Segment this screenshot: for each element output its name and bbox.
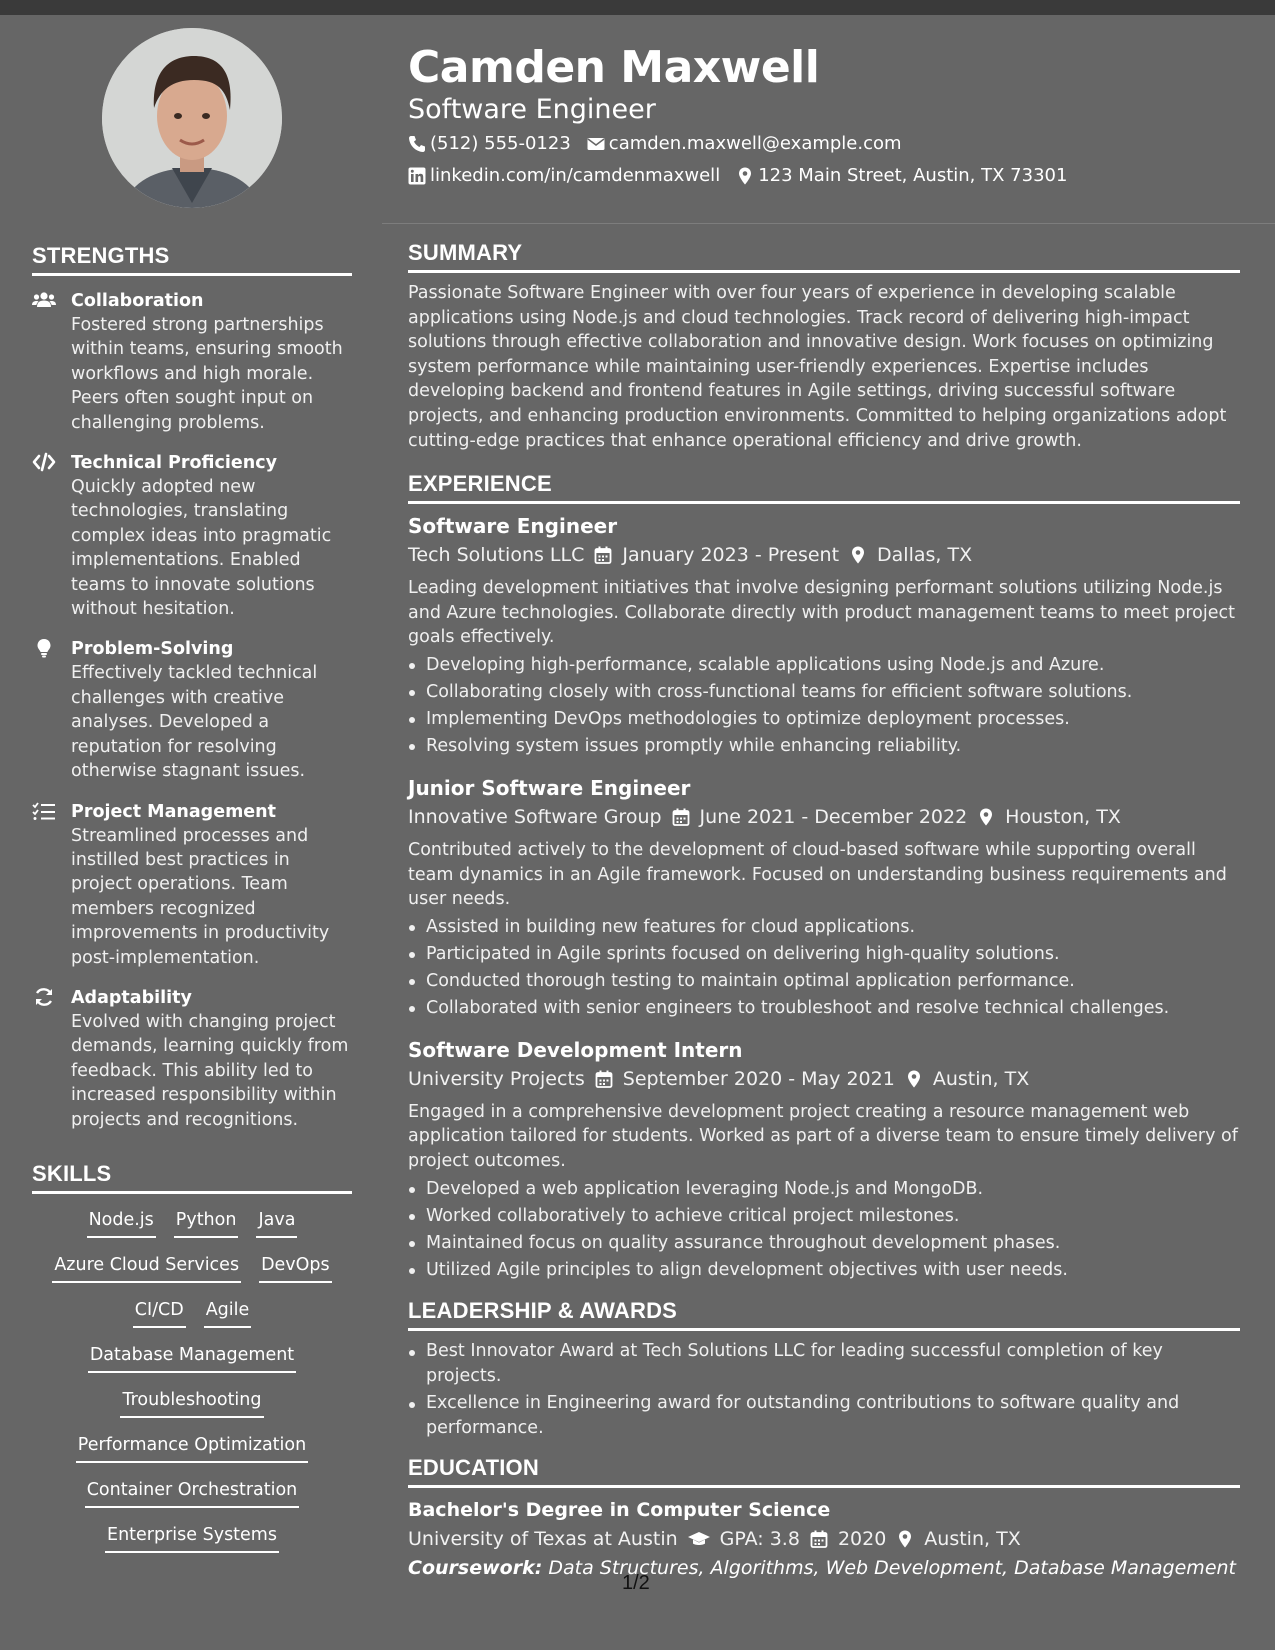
header-divider <box>382 223 1275 224</box>
education-heading: EDUCATION <box>408 1455 1240 1488</box>
job-entry <box>408 774 1240 1022</box>
strength-description: Fostered strong partnerships within teams, ensuring smooth workflows and high morale. Peers often sought input on challenging problems. <box>71 315 343 433</box>
bullet-item: Developing high-performance, scalable applications using Node.js and Azure. <box>408 652 1240 679</box>
contact-line <box>408 165 1067 186</box>
job-title: Software Engineer <box>408 514 618 539</box>
lightbulb-icon <box>32 638 56 658</box>
job-title: Software Development Intern <box>408 1037 743 1062</box>
linkedin-contact[interactable] <box>408 165 720 186</box>
strength-item <box>32 637 352 783</box>
job-company: Innovative Software Group <box>408 805 662 828</box>
top-bar <box>0 0 1275 15</box>
job-dates: June 2021 - December 2022 <box>699 805 968 828</box>
map-pin-icon <box>736 167 754 185</box>
job-entry <box>408 512 1240 760</box>
strength-title: Project Management <box>71 801 276 822</box>
strength-description: Effectively tackled technical challenges with creative analyses. Developed a reputation for resolving otherwise stagnant issues. <box>71 663 318 782</box>
strength-title: Adaptability <box>71 987 192 1008</box>
skills-row <box>32 1253 352 1298</box>
coursework-text: Data Structures, Algorithms, Web Development, Database Management <box>548 1556 1236 1579</box>
graduation-cap-icon <box>688 1530 710 1548</box>
skill-tag: Node.js <box>87 1208 156 1238</box>
school-name: University of Texas at Austin <box>408 1527 678 1550</box>
strength-item <box>32 800 352 970</box>
skill-tag: Database Management <box>88 1343 296 1373</box>
bullet-item: Developed a web application leveraging Node.js and MongoDB. <box>408 1176 1240 1203</box>
job-dates: September 2020 - May 2021 <box>622 1067 895 1090</box>
coursework-label: Coursework: <box>408 1556 543 1579</box>
strength-description: Streamlined processes and instilled best practices in project operations. Team members recognized improvements in productivity post-implementation. <box>71 825 330 968</box>
summary-section <box>408 240 1240 453</box>
job-dates: January 2023 - Present <box>622 544 840 567</box>
job-description: Engaged in a comprehensive development project creating a resource management web application tailored for students. Worked as part of a diverse team to ensure timely delivery of project outcomes. <box>408 1101 1238 1171</box>
graduation-year: 2020 <box>837 1527 887 1550</box>
strength-item <box>32 289 352 435</box>
skill-tag: Java <box>256 1208 297 1238</box>
awards-heading: LEADERSHIP & AWARDS <box>408 1298 1240 1331</box>
skills-row <box>32 1523 352 1568</box>
bullet-item: Conducted thorough testing to maintain optimal application performance. <box>408 968 1240 995</box>
strength-title: Collaboration <box>71 291 204 311</box>
linkedin-text[interactable]: linkedin.com/in/camdenmaxwell <box>430 165 721 186</box>
job-location: Houston, TX <box>1005 805 1121 828</box>
gpa: GPA: 3.8 <box>719 1527 800 1550</box>
school-location: Austin, TX <box>924 1527 1021 1550</box>
job-title: Junior Software Engineer <box>408 775 691 800</box>
calendar-icon <box>672 808 690 826</box>
skills-row <box>32 1298 352 1343</box>
map-pin-icon <box>849 546 867 564</box>
skill-tag: Container Orchestration <box>85 1478 300 1508</box>
job-description: Contributed actively to the development of cloud-based software while supporting overall team dynamics in an Agile framework. Focused on understanding business requirements and user needs. <box>408 839 1227 910</box>
skill-tag: Troubleshooting <box>120 1388 263 1418</box>
skill-tag: Azure Cloud Services <box>52 1253 241 1283</box>
code-icon <box>32 452 56 472</box>
bullet-item: Utilized Agile principles to align development objectives with user needs. <box>408 1257 1240 1284</box>
job-bullets <box>408 1176 1240 1284</box>
phone-contact <box>408 133 571 154</box>
skills-row <box>32 1343 352 1388</box>
skill-tag: Performance Optimization <box>76 1433 308 1463</box>
experience-heading: EXPERIENCE <box>408 471 1240 504</box>
profile-photo <box>102 28 282 208</box>
skill-tag: DevOps <box>259 1253 332 1283</box>
strength-title: Problem-Solving <box>71 639 234 660</box>
skill-tag: Python <box>174 1208 239 1238</box>
experience-section <box>408 471 1240 1283</box>
address-contact <box>736 165 1067 186</box>
skill-tag: Enterprise Systems <box>105 1523 279 1553</box>
strength-item <box>32 451 352 621</box>
bullet-item: Worked collaboratively to achieve critical project milestones. <box>408 1203 1240 1230</box>
awards-section <box>408 1298 1240 1441</box>
bullet-item: Resolving system issues promptly while enhancing reliability. <box>408 733 1240 760</box>
skills-row <box>32 1388 352 1433</box>
strengths-list <box>32 289 352 1148</box>
job-meta <box>408 1064 1240 1094</box>
job-meta <box>408 802 1240 832</box>
education-meta <box>408 1524 1240 1554</box>
bullet-item: Participated in Agile sprints focused on delivering high-quality solutions. <box>408 941 1240 968</box>
skills-row <box>32 1433 352 1478</box>
job-company: University Projects <box>408 1067 585 1090</box>
skill-tag: CI/CD <box>133 1298 186 1328</box>
job-meta <box>408 540 1240 570</box>
job-location: Austin, TX <box>932 1067 1030 1090</box>
users-icon <box>32 290 56 310</box>
job-company: Tech Solutions LLC <box>408 544 585 567</box>
email-contact[interactable] <box>587 133 902 154</box>
skills-row <box>32 1208 352 1253</box>
phone-icon <box>408 135 426 153</box>
summary-text: Passionate Software Engineer with over four years of experience in developing scalable applications using Node.js and cloud technologies. Track record of delivering high-impact solutions through effective collaboration and innovative design. Work focuses on optimizing system performance while maintaining user-friendly experiences. Expertise includes developing backend and frontend features in Agile settings, driving successful software projects, and enhancing production environments. Committed to helping organizations adopt cutting-edge practices that enhance operational efficiency and drive growth. <box>408 283 1227 451</box>
sync-icon <box>32 987 56 1007</box>
calendar-icon <box>594 546 612 564</box>
map-pin-icon <box>977 808 995 826</box>
envelope-icon <box>587 135 605 153</box>
strength-item <box>32 986 352 1132</box>
strength-description: Quickly adopted new technologies, translating complex ideas into pragmatic implementations. Enabled teams to innovate solutions without hesitation. <box>71 477 332 620</box>
education-section <box>408 1455 1240 1582</box>
candidate-role: Software Engineer <box>408 94 656 125</box>
phone-text: (512) 555-0123 <box>430 133 571 154</box>
coursework <box>408 1554 1240 1582</box>
bullet-item: Maintained focus on quality assurance throughout development phases. <box>408 1230 1240 1257</box>
job-bullets <box>408 914 1240 1022</box>
skill-tag: Agile <box>204 1298 252 1328</box>
summary-heading: SUMMARY <box>408 240 1240 273</box>
page-indicator: 1/2 <box>622 1572 650 1594</box>
degree: Bachelor's Degree in Computer Science <box>408 1498 831 1521</box>
calendar-icon <box>810 1530 828 1548</box>
bullet-item: Collaborating closely with cross-functional teams for efficient software solutions. <box>408 679 1240 706</box>
map-pin-icon <box>896 1530 914 1548</box>
address-text: 123 Main Street, Austin, TX 73301 <box>758 165 1068 186</box>
awards-list <box>408 1339 1240 1441</box>
tasks-icon <box>32 801 56 821</box>
bullet-item: Assisted in building new features for cloud applications. <box>408 914 1240 941</box>
job-bullets <box>408 652 1240 760</box>
award-item: Excellence in Engineering award for outstanding contributions to software quality and performance. <box>408 1391 1240 1441</box>
strengths-heading: STRENGTHS <box>32 243 352 276</box>
candidate-name: Camden Maxwell <box>408 42 820 93</box>
award-item: Best Innovator Award at Tech Solutions LLC for leading successful completion of key projects. <box>408 1339 1240 1389</box>
job-entry <box>408 1036 1240 1284</box>
linkedin-icon <box>408 167 426 185</box>
bullet-item: Implementing DevOps methodologies to optimize deployment processes. <box>408 706 1240 733</box>
map-pin-icon <box>905 1070 923 1088</box>
strength-title: Technical Proficiency <box>71 453 277 474</box>
strength-description: Evolved with changing project demands, learning quickly from feedback. This ability led to increased responsibility within projects and recognitions. <box>71 1011 349 1130</box>
skills-heading: SKILLS <box>32 1161 352 1194</box>
job-description: Leading development initiatives that involve designing performant solutions utilizing Node.js and Azure technologies. Collaborate directly with product management teams to meet project goals effectively. <box>408 578 1235 648</box>
email-text[interactable]: camden.maxwell@example.com <box>608 133 902 154</box>
skills-list <box>32 1208 352 1568</box>
contact-line <box>408 133 902 154</box>
skills-row <box>32 1478 352 1523</box>
job-location: Dallas, TX <box>877 544 973 567</box>
main-column <box>408 240 1240 1596</box>
calendar-icon <box>595 1070 613 1088</box>
bullet-item: Collaborated with senior engineers to troubleshoot and resolve technical challenges. <box>408 995 1240 1022</box>
